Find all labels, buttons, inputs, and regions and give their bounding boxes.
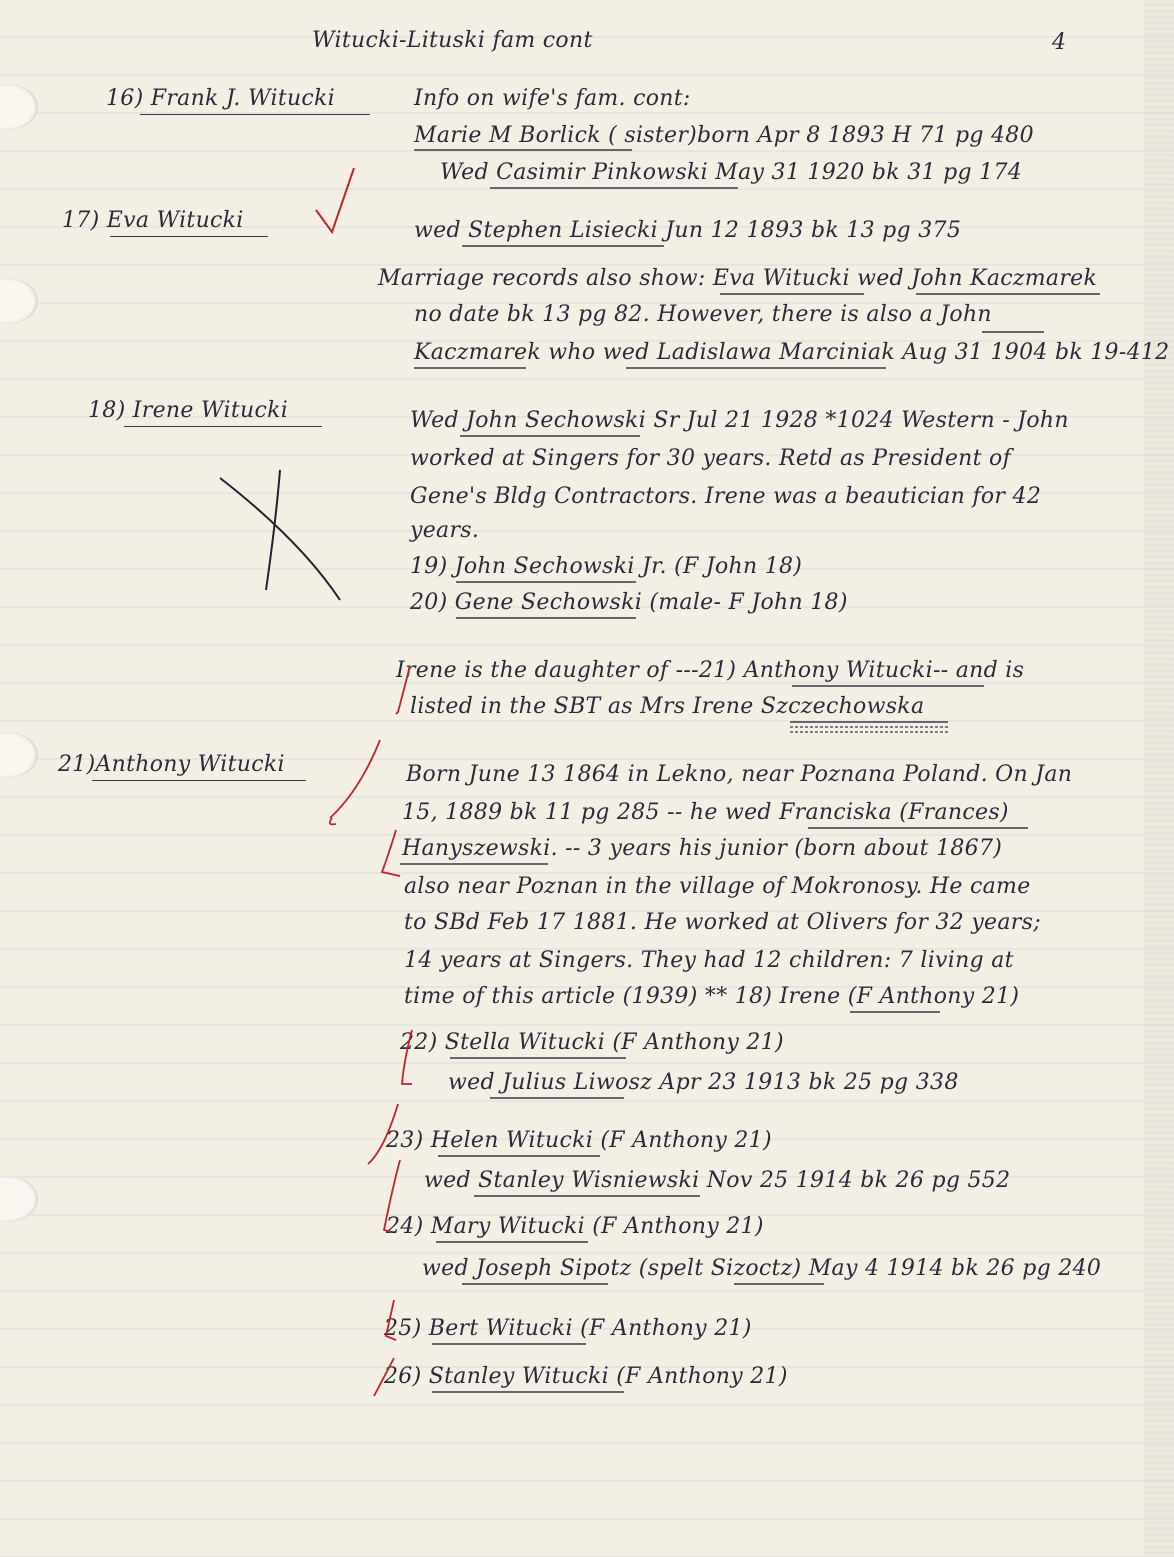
entry-line: wed Joseph Sipotz (spelt Sizoctz) May 4 1914 bk 26 pg 240 [422,1256,1102,1281]
page-title: Witucki-Lituski fam cont [312,28,593,53]
binder-hole [0,278,38,324]
entry-line: Irene is the daughter of ---21) Anthony Witucki-- and is [396,658,1025,683]
sheet-protector-edge [1144,0,1174,1557]
label-underline [110,236,268,237]
entry-line: wed Stanley Wisniewski Nov 25 1914 bk 26 pg 552 [424,1168,1011,1193]
entry-line: Marie M Borlick ( sister)born Apr 8 1893 H 71 pg 480 [414,123,1034,148]
entry-line: worked at Singers for 30 years. Retd as President of [410,446,1012,471]
child-entry: 19) John Sechowski Jr. (F John 18) [410,554,803,579]
entry-line: also near Poznan in the village of Mokronosy. He came [404,874,1031,899]
entry-line: Info on wife's fam. cont: [414,86,691,111]
label-underline [92,780,306,781]
entry-line: no date bk 13 pg 82. However, there is also a John [414,302,992,327]
entry-line: Marriage records also show: Eva Witucki wed John Kaczmarek [378,266,1098,291]
entry-line: time of this article (1939) ** 18) Irene (F Anthony 21) [404,984,1020,1009]
entry-line: listed in the SBT as Mrs Irene Szczechowska [410,694,925,719]
entry-line: Wed John Sechowski Sr Jul 21 1928 *1024 Western - John [410,408,1069,433]
child-entry: 25) Bert Witucki (F Anthony 21) [384,1316,752,1341]
child-entry: 20) Gene Sechowski (male- F John 18) [410,590,848,615]
binder-hole [0,732,38,778]
label-underline [124,426,322,427]
red-checkmark [316,168,354,232]
entry-label: 18) Irene Witucki [88,398,289,423]
entry-line: Hanyszewski. -- 3 years his junior (born about 1867) [402,836,1003,861]
child-entry: 24) Mary Witucki (F Anthony 21) [386,1214,764,1239]
entry-line: wed Julius Liwosz Apr 23 1913 bk 25 pg 338 [448,1070,959,1095]
entry-line: to SBd Feb 17 1881. He worked at Olivers for 32 years; [404,910,1041,935]
entry-line: Kaczmarek who wed Ladislawa Marciniak Aug 31 1904 bk 19-412 [414,340,1170,365]
x-mark [220,470,340,600]
entry-line: 14 years at Singers. They had 12 children: 7 living at [404,948,1014,973]
entry-line: 15, 1889 bk 11 pg 285 -- he wed Franciska (Frances) [402,800,1009,825]
child-entry: 23) Helen Witucki (F Anthony 21) [386,1128,772,1153]
entry-line: Born June 13 1864 in Lekno, near Poznana Poland. On Jan [406,762,1073,787]
entry-label: 16) Frank J. Witucki [106,86,336,111]
entry-line: wed Stephen Lisiecki Jun 12 1893 bk 13 pg 375 [414,218,962,243]
double-underline [790,727,948,732]
entry-line: Wed Casimir Pinkowski May 31 1920 bk 31 pg 174 [440,160,1023,185]
entry-label: 17) Eva Witucki [62,208,244,233]
child-entry: 26) Stanley Witucki (F Anthony 21) [384,1364,788,1389]
entry-line: Gene's Bldg Contractors. Irene was a beautician for 42 [410,484,1042,509]
entry-label: 21)Anthony Witucki [58,752,285,777]
entry-line: years. [410,518,480,543]
child-entry: 22) Stella Witucki (F Anthony 21) [400,1030,784,1055]
binder-hole [0,84,38,130]
page-number: 4 [1052,30,1067,55]
label-underline [140,114,370,115]
binder-hole [0,1176,38,1222]
